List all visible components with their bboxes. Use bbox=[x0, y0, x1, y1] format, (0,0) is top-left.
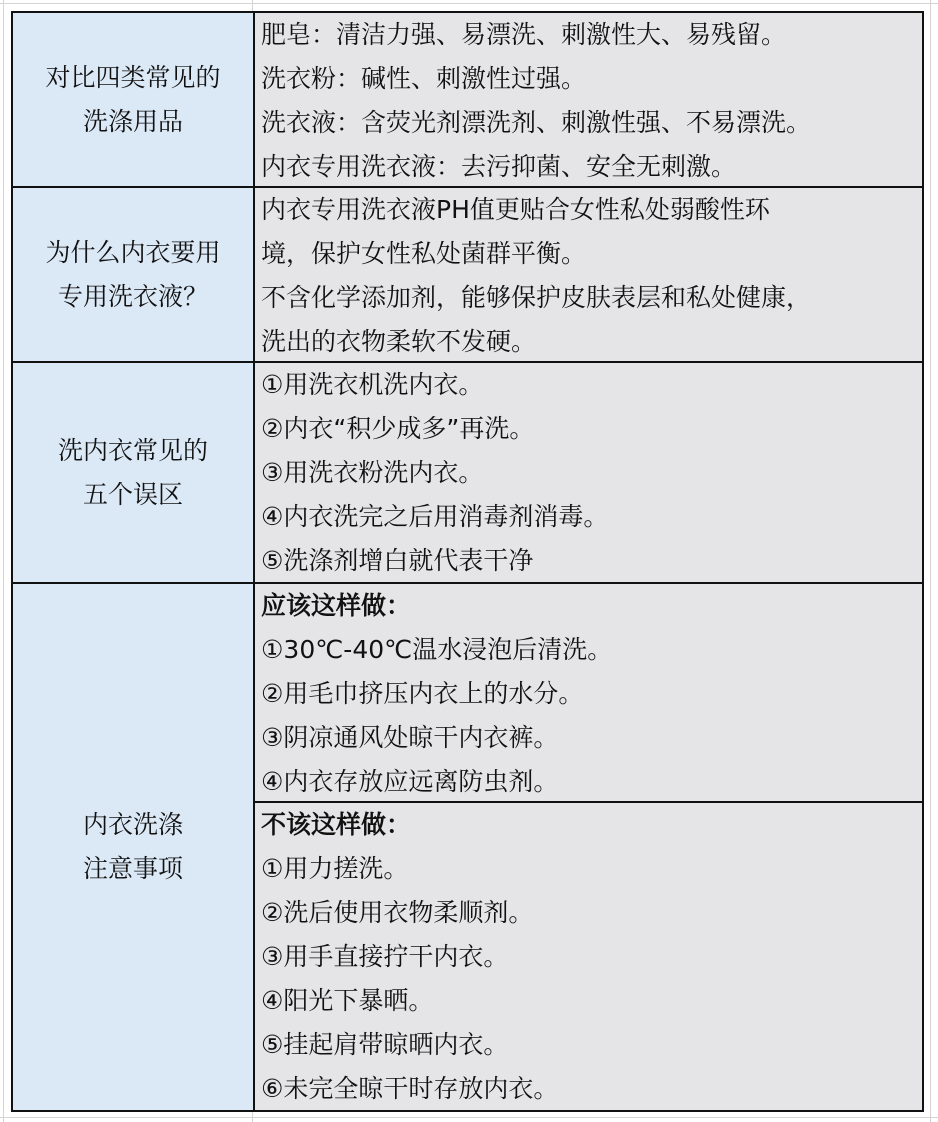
content-line: 洗出的衣物柔软不发硬。 bbox=[261, 327, 537, 356]
label-line: 注意事项 bbox=[82, 854, 183, 883]
row-content bbox=[255, 13, 922, 186]
label-line: 内衣洗涤 bbox=[82, 810, 183, 839]
content-line: ⑥未完全晾干时存放内衣。 bbox=[261, 1074, 559, 1103]
label-line: 洗内衣常见的 bbox=[57, 435, 208, 465]
dont-section bbox=[255, 803, 922, 1111]
content-line: 洗衣液：含荧光剂漂洗剂、刺激性强、不易漂洗。 bbox=[261, 108, 812, 137]
sheet-gridline bbox=[0, 3, 938, 4]
content-line: 洗衣粉：碱性、刺激性过强。 bbox=[261, 64, 587, 93]
row-content bbox=[255, 584, 922, 1110]
table-row-detergent-comparison bbox=[13, 13, 922, 188]
laundry-info-table bbox=[11, 11, 924, 1112]
row-label bbox=[13, 363, 255, 582]
content-line: 境，保护女性私处菌群平衡。 bbox=[261, 239, 587, 268]
content-line: ①30℃-40℃温水浸泡后清洗。 bbox=[261, 635, 613, 664]
do-title: 应该这样做： bbox=[261, 591, 412, 620]
content-line: 肥皂：清洁力强、易漂洗、刺激性大、易残留。 bbox=[261, 20, 787, 49]
content-line: ③用洗衣粉洗内衣。 bbox=[261, 458, 484, 487]
row-label bbox=[13, 188, 255, 361]
row-content bbox=[255, 363, 922, 582]
sheet-gridline bbox=[3, 0, 4, 1122]
content-line: 不含化学添加剂，能够保护皮肤表层和私处健康， bbox=[261, 283, 812, 312]
content-line: ⑤洗涤剂增白就代表干净 bbox=[261, 546, 534, 575]
label-line: 五个误区 bbox=[82, 479, 183, 509]
do-section bbox=[255, 584, 922, 803]
content-line: ②洗后使用衣物柔顺剂。 bbox=[261, 898, 534, 927]
content-line: 内衣专用洗衣液PH值更贴合女性私处弱酸性环 bbox=[261, 195, 770, 224]
content-line: ①用洗衣机洗内衣。 bbox=[261, 370, 484, 399]
table-row-why-special-detergent bbox=[13, 188, 922, 363]
content-line: ③用手直接拧干内衣。 bbox=[261, 942, 509, 971]
label-line: 洗涤用品 bbox=[82, 106, 183, 136]
label-line: 为什么内衣要用 bbox=[45, 237, 221, 267]
row-content bbox=[255, 188, 922, 361]
row-label bbox=[13, 13, 255, 186]
table-row-common-mistakes bbox=[13, 363, 922, 584]
content-line: ②内衣“积少成多”再洗。 bbox=[261, 414, 535, 443]
content-line: 内衣专用洗衣液：去污抑菌、安全无刺激。 bbox=[261, 152, 737, 181]
label-line: 对比四类常见的 bbox=[45, 62, 221, 92]
sheet-gridline bbox=[0, 1117, 938, 1118]
content-line: ⑤挂起肩带晾晒内衣。 bbox=[261, 1030, 509, 1059]
dont-title: 不该这样做： bbox=[261, 810, 412, 839]
content-line: ②用毛巾挤压内衣上的水分。 bbox=[261, 679, 584, 708]
sheet-gridline bbox=[930, 0, 931, 1122]
content-line: ④阳光下暴晒。 bbox=[261, 986, 434, 1015]
label-line: 专用洗衣液？ bbox=[57, 281, 208, 311]
content-line: ④内衣洗完之后用消毒剂消毒。 bbox=[261, 502, 609, 531]
content-line: ③阴凉通风处晾干内衣裤。 bbox=[261, 723, 559, 752]
content-line: ④内衣存放应远离防虫剂。 bbox=[261, 767, 559, 796]
row-label bbox=[13, 584, 255, 1110]
content-line: ①用力搓洗。 bbox=[261, 854, 409, 883]
table-row-washing-notes bbox=[13, 584, 922, 1110]
